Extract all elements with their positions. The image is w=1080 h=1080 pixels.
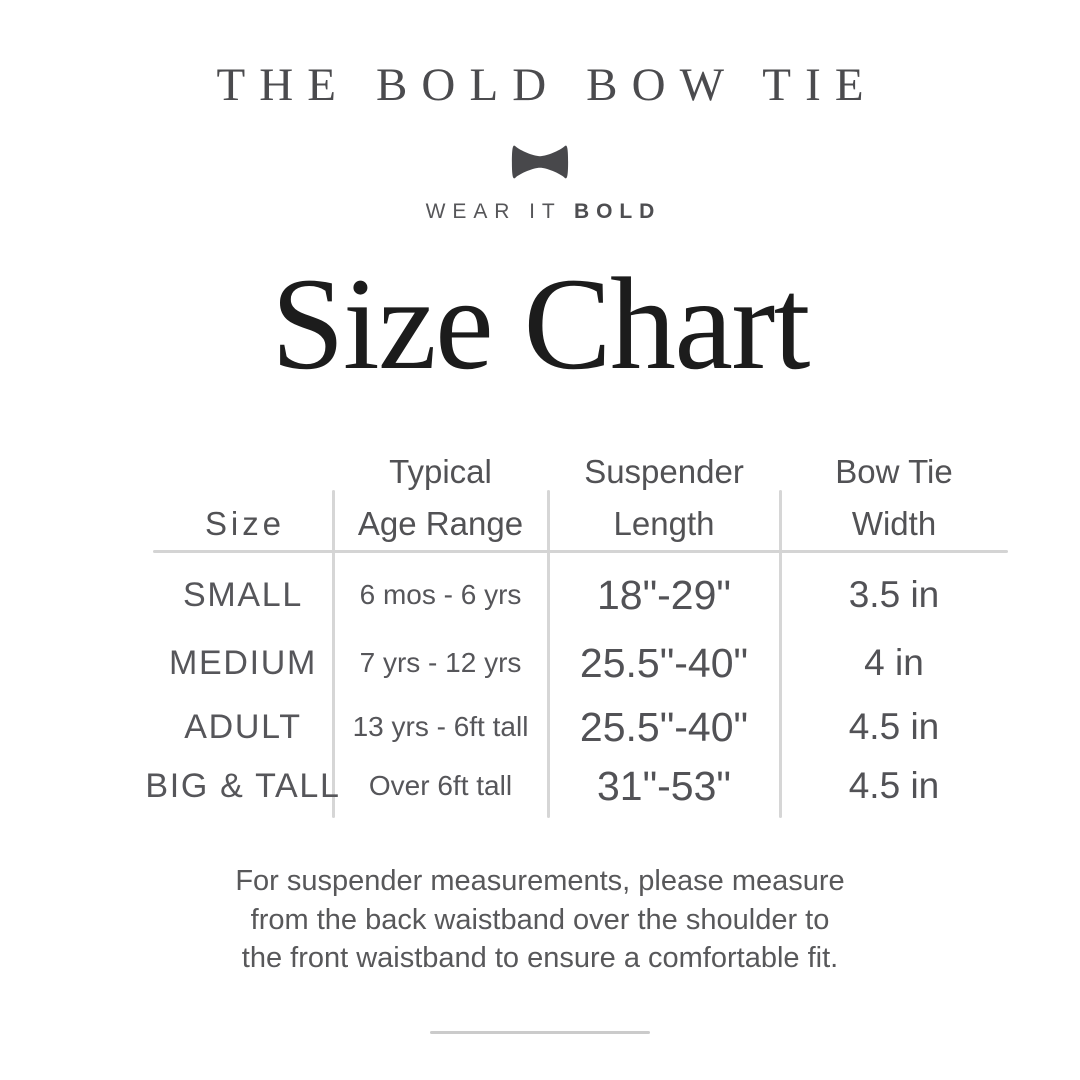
age-range-value: 13 yrs - 6ft tall [352,711,529,742]
size-value: MEDIUM [168,643,318,682]
bow-tie-width-value: 4.5 in [848,706,940,747]
header-size: Size [204,505,285,542]
header-underline [153,550,1008,553]
tagline-regular: WEAR IT [425,200,575,223]
table-row-adult [153,694,1008,760]
bow-tie-width-value: 4 in [864,642,924,683]
size-value: SMALL [183,575,303,614]
size-value: ADULT [184,707,302,746]
table-row-medium [153,630,1008,696]
tagline-bold: BOLD [574,200,662,223]
header-bow-tie-width: Bow Tie Width [835,453,953,542]
suspender-length-value: 31"-53" [597,762,731,809]
table-row-small [153,562,1008,628]
bow-tie-icon [511,143,569,181]
bow-tie-width-value: 4.5 in [848,765,940,806]
measurement-note [110,862,970,978]
measurement-note-line: the front waistband to ensure a comfortable fit. [241,942,839,974]
age-range-value: 6 mos - 6 yrs [359,579,522,610]
header-age-range: Typical Age Range [357,453,524,542]
bow-tie-width-value: 3.5 in [848,574,940,615]
age-range-value: 7 yrs - 12 yrs [359,647,522,678]
table-header-row [153,435,1008,550]
size-table [145,435,1008,825]
header-suspender-length: Suspender Length [584,453,744,542]
suspender-length-value: 25.5"-40" [579,639,749,686]
age-range-value: Over 6ft tall [368,770,513,801]
measurement-note-line: from the back waistband over the shoulder to [250,903,830,936]
measurement-note-line: For suspender measurements, please measure [235,865,845,897]
size-value: BIG & TALL [145,766,341,805]
brand-name: THE BOLD BOW TIE [216,59,878,111]
bottom-divider [430,1031,650,1034]
page-title: Size Chart [271,250,809,397]
suspender-length-value: 18"-29" [597,571,731,618]
suspender-length-value: 25.5"-40" [579,703,749,750]
table-row-big-and-tall [145,753,1008,819]
brand-tagline [0,200,1080,224]
